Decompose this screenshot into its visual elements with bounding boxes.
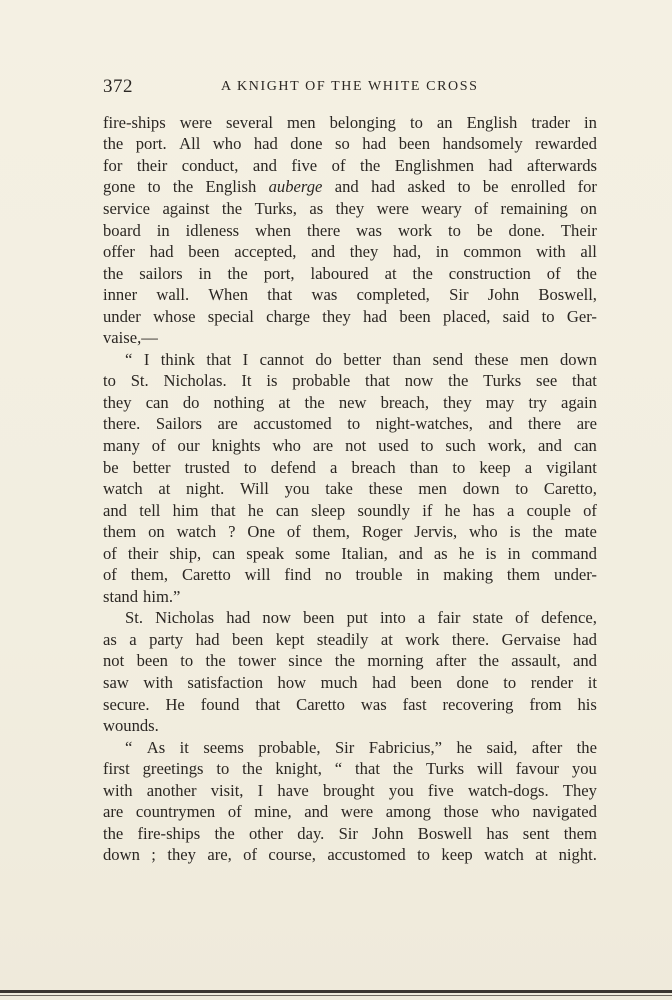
text-line: there. Sailors are accustomed to night-watches, and there are: [103, 414, 597, 434]
text-line: the fire-ships the other day. Sir John Boswell has sent them: [103, 823, 597, 843]
text-line: many of our knights who are not used to such work, and can: [103, 435, 597, 455]
text-line: “ I think that I cannot do better than send these men down: [125, 349, 597, 369]
text-line: stand him.”: [103, 586, 181, 606]
text-line: service against the Turks, as they were weary of remaining on: [103, 198, 597, 218]
text-line: and tell him that he can sleep soundly if he has a couple of: [103, 500, 597, 520]
text-line: offer had been accepted, and they had, in common with all: [103, 242, 597, 262]
text-line: saw with satisfaction how much had been done to render it: [103, 672, 597, 692]
text-line: down ; they are, of course, accustomed to keep watch at night.: [103, 845, 597, 865]
text-line: the port. All who had done so had been handsomely rewarded: [103, 134, 597, 154]
running-title: A KNIGHT OF THE WHITE CROSS: [221, 79, 479, 94]
text-line: the sailors in the port, laboured at the construction of the: [103, 263, 597, 283]
text-line: be better trusted to defend a breach than to keep a vigilant: [103, 457, 597, 477]
text-line: board in idleness when there was work to be done. Their: [103, 220, 597, 240]
text-line: wounds.: [103, 716, 159, 736]
page-bottom-rule-thin: [0, 995, 672, 996]
text-line: they can do nothing at the new breach, they may try again: [103, 392, 597, 412]
text-line: “ As it seems probable, Sir Fabricius,” he said, after the: [125, 737, 597, 757]
text-line: are countrymen of mine, and were among those who navigated: [103, 802, 597, 822]
body-text: [103, 112, 597, 866]
text-line: St. Nicholas had now been put into a fair state of defence,: [125, 608, 597, 628]
text-line: for their conduct, and five of the Englishmen had afterwards: [103, 155, 597, 175]
text-line: of them, Caretto will find no trouble in making them under-: [103, 565, 597, 585]
text-line: to St. Nicholas. It is probable that now the Turks see that: [103, 371, 597, 391]
text-line: them on watch ? One of them, Roger Jervis, who is the mate: [103, 522, 597, 542]
page-bottom-rule: [0, 990, 672, 993]
text-line: inner wall. When that was completed, Sir John Boswell,: [103, 285, 597, 305]
text-line: of their ship, can speak some Italian, and as he is in command: [103, 543, 597, 563]
text-line: secure. He found that Caretto was fast recovering from his: [103, 694, 597, 714]
running-head: [103, 76, 597, 100]
text-line: first greetings to the knight, “ that the Turks will favour you: [103, 759, 597, 779]
text-line: with another visit, I have brought you five watch-dogs. They: [103, 780, 597, 800]
text-line: vaise,—: [103, 328, 158, 348]
text-line: not been to the tower since the morning after the assault, and: [103, 651, 597, 671]
text-line: under whose special charge they had been placed, said to Ger-: [103, 306, 597, 326]
page-number: 372: [103, 76, 133, 97]
text-line: watch at night. Will you take these men down to Caretto,: [103, 479, 597, 499]
text-line: fire-ships were several men belonging to an English trader in: [103, 112, 597, 132]
text-line: gone to the English auberge and had asked to be enrolled for: [103, 177, 597, 197]
text-line: as a party had been kept steadily at work there. Gervaise had: [103, 629, 597, 649]
